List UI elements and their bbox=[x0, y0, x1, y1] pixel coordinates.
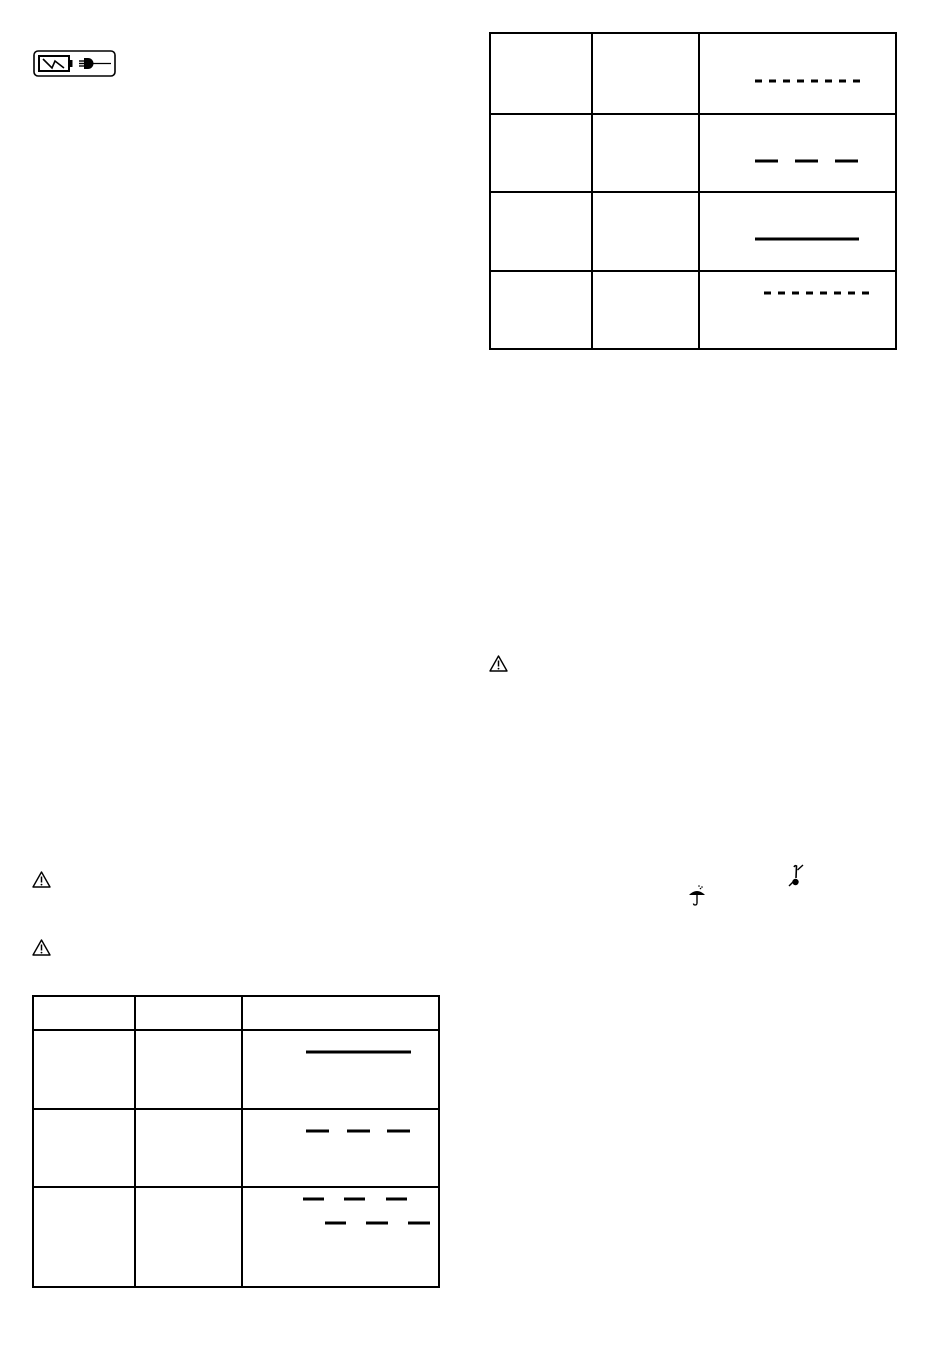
keep-dry-umbrella-icon bbox=[688, 884, 708, 906]
table-cell bbox=[135, 1109, 242, 1187]
table-cell bbox=[490, 33, 592, 114]
table-row bbox=[490, 33, 896, 114]
table-row bbox=[33, 1109, 439, 1187]
table-cell bbox=[490, 192, 592, 271]
right-indicator-table bbox=[489, 32, 897, 350]
indicator-cell bbox=[699, 114, 896, 192]
temperature-icon bbox=[786, 864, 806, 888]
battery-charger-plug-icon bbox=[33, 50, 117, 78]
warning-triangle-icon bbox=[32, 939, 51, 956]
table-cell bbox=[135, 1030, 242, 1109]
table-row bbox=[33, 1030, 439, 1109]
warning-triangle-icon bbox=[489, 655, 508, 672]
table-cell bbox=[33, 1187, 135, 1287]
table-cell bbox=[135, 1187, 242, 1287]
table-cell bbox=[592, 192, 699, 271]
solid-line-indicator bbox=[700, 193, 895, 270]
table-cell bbox=[33, 1030, 135, 1109]
table-cell bbox=[490, 271, 592, 349]
table-header-cell bbox=[135, 996, 242, 1030]
table-cell bbox=[592, 114, 699, 192]
table-header-cell bbox=[242, 996, 439, 1030]
indicator-cell bbox=[242, 1030, 439, 1109]
indicator-cell bbox=[699, 33, 896, 114]
short-dashes-indicator bbox=[700, 272, 895, 348]
indicator-cell bbox=[699, 271, 896, 349]
indicator-cell bbox=[242, 1187, 439, 1287]
short-dashes-indicator bbox=[700, 34, 895, 113]
table-row bbox=[490, 271, 896, 349]
long-dashes-indicator bbox=[243, 1110, 438, 1186]
left-indicator-table bbox=[32, 995, 440, 1288]
indicator-cell bbox=[242, 1109, 439, 1187]
table-cell bbox=[490, 114, 592, 192]
table-row bbox=[33, 1187, 439, 1287]
table-cell bbox=[592, 271, 699, 349]
long-dashes-indicator bbox=[700, 115, 895, 191]
staggered-dashes-indicator bbox=[243, 1188, 438, 1286]
table-row bbox=[490, 192, 896, 271]
warning-triangle-icon bbox=[32, 871, 51, 888]
table-header-row bbox=[33, 996, 439, 1030]
solid-line-indicator bbox=[243, 1031, 438, 1108]
table-row bbox=[490, 114, 896, 192]
indicator-cell bbox=[699, 192, 896, 271]
table-cell bbox=[592, 33, 699, 114]
table-cell bbox=[33, 1109, 135, 1187]
table-header-cell bbox=[33, 996, 135, 1030]
